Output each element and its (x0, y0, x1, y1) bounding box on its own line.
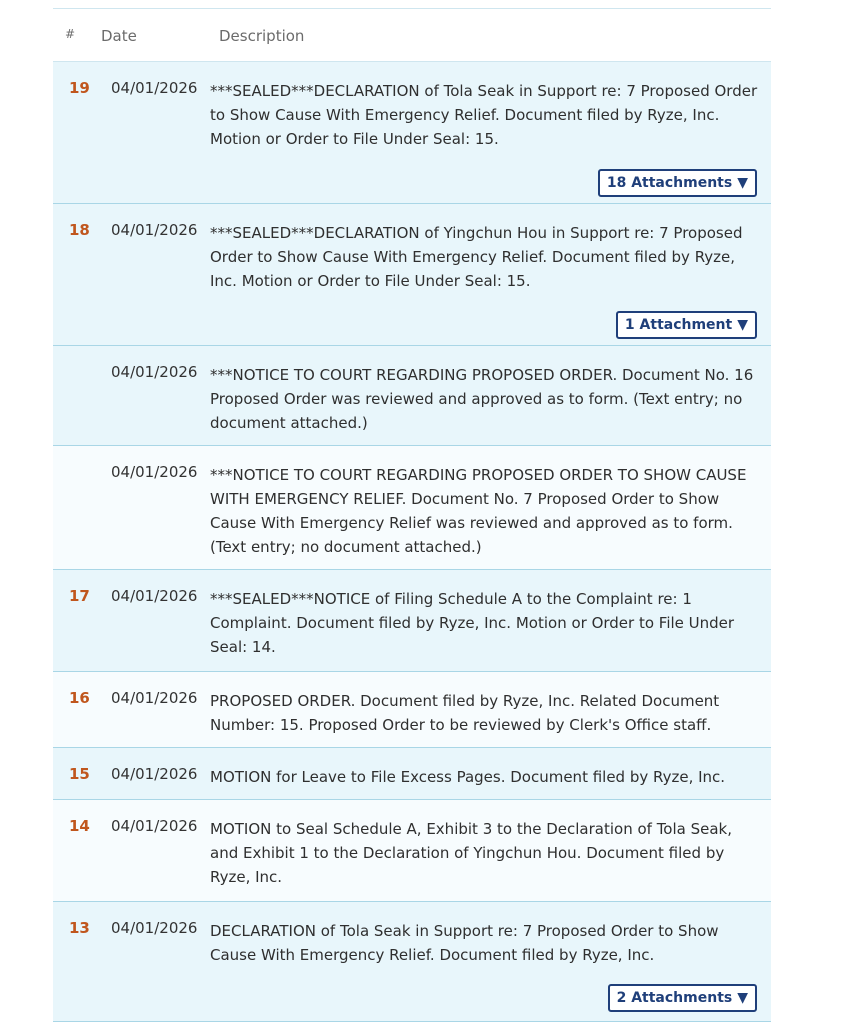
attachments-dropdown-button[interactable] (608, 984, 757, 1012)
docket-row (53, 570, 771, 672)
entry-number[interactable]: 18 (69, 221, 90, 239)
entry-date: 04/01/2026 (111, 919, 198, 937)
docket-row (53, 748, 771, 800)
attachments-dropdown-button[interactable] (598, 169, 757, 197)
chevron-down-icon: ▼ (737, 990, 748, 1006)
docket-table (53, 8, 771, 1022)
attachments-label: 18 Attachments (606, 175, 733, 191)
docket-row (53, 672, 771, 748)
entry-description: MOTION to Seal Schedule A, Exhibit 3 to the Declaration of Tola Seak, and Exhibit 1 to the Declaration of Yingchun Hou. Document filed by Ryze, Inc. (210, 820, 733, 886)
entry-number[interactable]: 17 (69, 587, 90, 605)
entry-date: 04/01/2026 (111, 79, 198, 97)
header-description: Description (219, 27, 305, 45)
attachments-dropdown-button[interactable] (616, 311, 757, 339)
entry-date: 04/01/2026 (111, 765, 198, 783)
entry-date: 04/01/2026 (111, 689, 198, 707)
header-number: # (65, 27, 76, 41)
docket-row (53, 346, 771, 446)
docket-row (53, 902, 771, 1022)
entry-date: 04/01/2026 (111, 587, 198, 605)
attachments-label: 1 Attachment (624, 317, 733, 333)
entry-description: ***SEALED***NOTICE of Filing Schedule A to the Complaint re: 1 Complaint. Document filed by Ryze, Inc. Motion or Order to File Under Seal: 14. (210, 590, 735, 656)
entry-number[interactable]: 19 (69, 79, 90, 97)
entry-description: MOTION for Leave to File Excess Pages. Document filed by Ryze, Inc. (210, 768, 726, 786)
entry-date: 04/01/2026 (111, 221, 198, 239)
entry-date: 04/01/2026 (111, 463, 198, 481)
attachments-label: 2 Attachments (616, 990, 733, 1006)
entry-description: DECLARATION of Tola Seak in Support re: 7 Proposed Order to Show Cause With Emergency Relief. Document filed by Ryze, Inc. (210, 922, 719, 964)
entry-date: 04/01/2026 (111, 363, 198, 381)
entry-number[interactable]: 16 (69, 689, 90, 707)
entry-description: ***NOTICE TO COURT REGARDING PROPOSED ORDER. Document No. 16 Proposed Order was reviewed and approved as to form. (Text entry; no document attached.) (210, 366, 754, 432)
table-header (53, 9, 771, 62)
header-date: Date (101, 27, 137, 45)
entry-description: PROPOSED ORDER. Document filed by Ryze, Inc. Related Document Number: 15. Proposed Order to be reviewed by Clerk's Office staff. (210, 692, 720, 734)
entry-number[interactable]: 13 (69, 919, 90, 937)
chevron-down-icon: ▼ (737, 175, 748, 191)
entry-number[interactable]: 14 (69, 817, 90, 835)
docket-row (53, 204, 771, 346)
entry-description: ***NOTICE TO COURT REGARDING PROPOSED ORDER TO SHOW CAUSE WITH EMERGENCY RELIEF. Document No. 7 Proposed Order to Show Cause With Emergency Relief was reviewed and approved as to form. (Text entry; no document attached.) (210, 466, 747, 556)
entry-date: 04/01/2026 (111, 817, 198, 835)
docket-row (53, 800, 771, 902)
docket-row (53, 446, 771, 570)
entry-description: ***SEALED***DECLARATION of Yingchun Hou in Support re: 7 Proposed Order to Show Cause With Emergency Relief. Document filed by Ryze, Inc. Motion or Order to File Under Seal: 15. (210, 224, 743, 290)
chevron-down-icon: ▼ (737, 317, 748, 333)
entry-number[interactable]: 15 (69, 765, 90, 783)
docket-row (53, 62, 771, 204)
entry-description: ***SEALED***DECLARATION of Tola Seak in Support re: 7 Proposed Order to Show Cause With Emergency Relief. Document filed by Ryze, Inc. Motion or Order to File Under Seal: 15. (210, 82, 758, 148)
